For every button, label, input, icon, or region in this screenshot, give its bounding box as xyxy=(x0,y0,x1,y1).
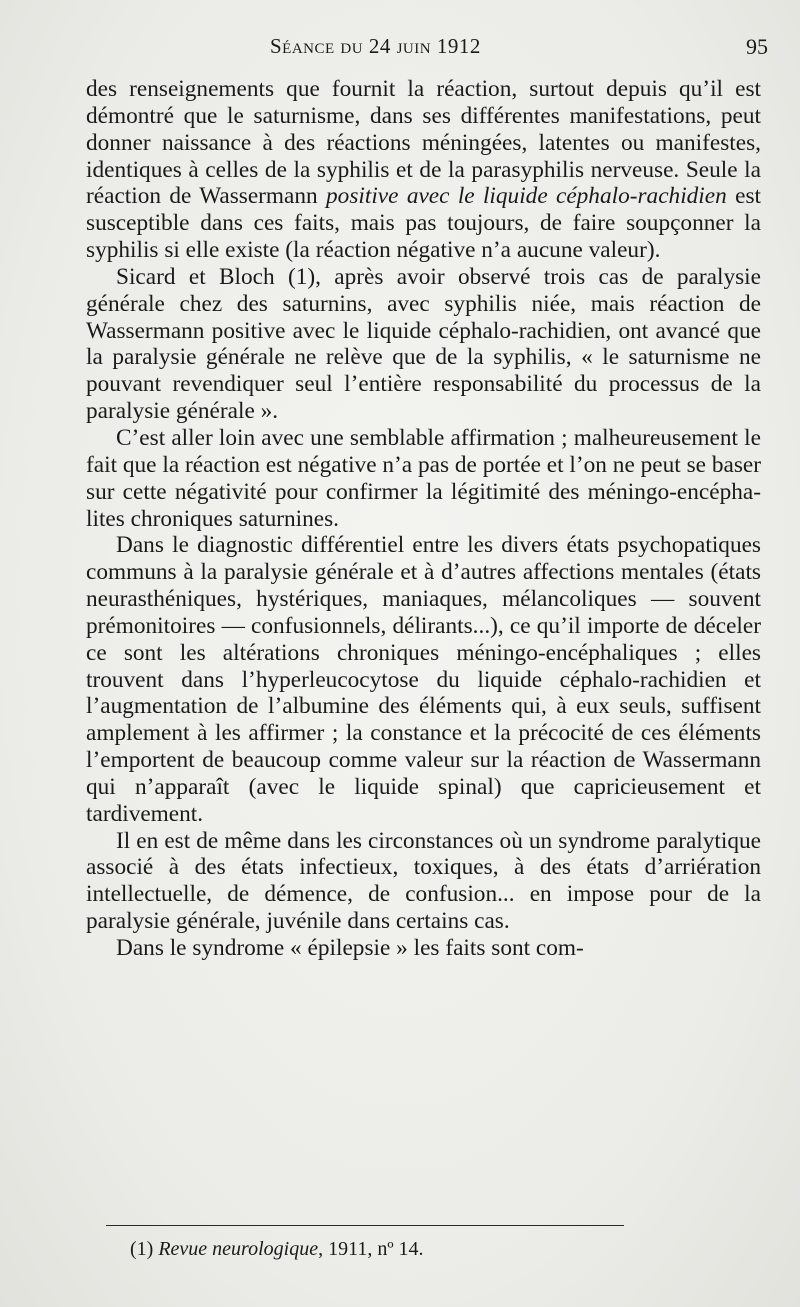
running-title: Séance du 24 juin 1912 xyxy=(270,34,481,58)
paragraph-text: Dans le syndrome « épilepsie » les faits sont com- xyxy=(116,935,584,961)
footnote xyxy=(130,1238,424,1261)
paragraph xyxy=(86,425,761,532)
paragraph-text: est susceptible dans ces faits, mais pas toujours, de faire soupçonner la syphilis si elle existe (la réaction négative n’a aucune valeur). xyxy=(86,183,761,264)
paragraph-text: C’est aller loin avec une semblable affirmation ; malheureusement le fait que la réaction est négative n’a pas de portée et l’on ne peut se baser sur cette négativité pour confirmer la légitimité des méningo-encéphalites chroniques saturnines. xyxy=(86,424,761,532)
paragraph xyxy=(86,828,761,935)
italic-text: positive avec le liquide céphalo-rachidien xyxy=(326,183,727,210)
footnote-rule xyxy=(106,1225,624,1226)
paragraph-text: des renseignements que fournit la réaction, surtout depuis qu’il est démontré que le saturnisme, dans ses différentes manifestations, peut donner naissance à des réactions méningées, latentes ou manifestes, identiques à celles de la syphilis et de la parasyphilis nerveuse. Seule la réaction de Wassermann xyxy=(86,76,761,210)
paragraph-text: Il en est de même dans les circonstances où un syndrome paralytique associé à des états infectieux, toxiques, à des états d’arriération intellectuelle, de démence, de confusion... en impose pour de la paralysie générale, juvénile dans certains cas. xyxy=(86,827,761,935)
running-head xyxy=(0,34,800,64)
page-number: 95 xyxy=(746,34,768,59)
paragraph xyxy=(86,76,761,264)
paragraph xyxy=(86,264,761,425)
footnote-journal: Revue neurologique xyxy=(158,1238,319,1260)
paragraph xyxy=(86,532,761,827)
footnote-marker: (1) xyxy=(130,1238,154,1260)
body-text xyxy=(86,76,761,962)
paragraph-text: Dans le diagnostic différentiel entre les divers états psychopatiques communs à la paralysie générale et à d’autres affections mentales (états neurasthéniques, hystériques, maniaques, mélancoliques — souvent prémonitoires — confusionnels, délirants...), ce qu’il importe de déceler ce sont les altérations chroniques méningo-encéphaliques ; elles trouvent dans l’hyperleucocytose du liquide céphalo-rachidien et l’augmentation de l’albumine des éléments qui, à eux seuls, suffisent amplement à les affirmer ; la constance et la précocité de ces éléments l’emportent de beaucoup comme valeur sur la réaction de Wassermann qui n’apparaît (avec le liquide spinal) que capricieusement et tardivement. xyxy=(86,532,761,827)
footnote-citation: , 1911, nº 14. xyxy=(318,1238,424,1260)
paragraph-text: Sicard et Bloch (1), après avoir observé trois cas de paralysie générale chez des saturnins, avec syphilis niée, mais réaction de Wassermann positive avec le liquide céphalo-rachidien, ont avancé que la paralysie générale ne relève que de la syphilis, « le saturnisme ne pouvant revendiquer seul l’entière responsabilité du processus de la paralysie générale ». xyxy=(86,263,761,425)
paragraph xyxy=(86,935,761,962)
